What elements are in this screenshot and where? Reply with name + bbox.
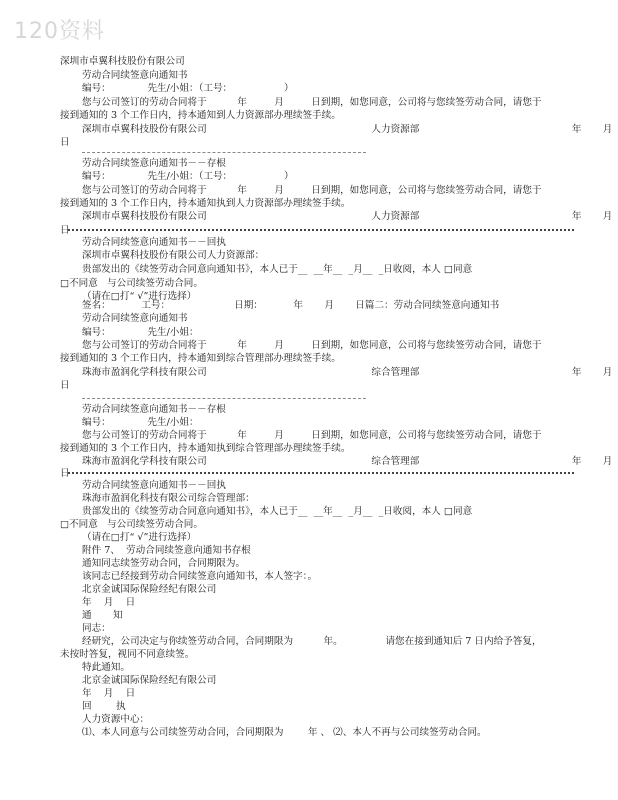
cut-line bbox=[82, 398, 366, 399]
notice-body-line: 您与公司签订的劳动合同将于 年 月 日到期，如您同意，公司将与您续签劳动合同，请您于 bbox=[82, 97, 542, 108]
company-name-beijing: 北京金诚国际保险经纪有限公司 bbox=[82, 584, 217, 595]
notice-body-line: 经研究，公司决定与你续签劳动合同，合同期限为 年。 请您在接到通知后 7 日内给予答复， bbox=[82, 636, 542, 647]
receipt-instruction: （请在□打“ √”进行选择） bbox=[82, 291, 197, 302]
stub-body-line: 您与公司签订的劳动合同将于 年 月 日到期，如您同意，公司将与您续签劳动合同，请您于 bbox=[82, 185, 542, 196]
receipt-addressee: 珠海市盈润化科技有限公司综合管理部： bbox=[82, 493, 255, 504]
stub-date-day: 日 bbox=[60, 225, 70, 236]
stub-date-day: 日 bbox=[60, 468, 70, 479]
appendix-line: 通知同志续签劳动合同，合同期限为。 bbox=[82, 558, 246, 569]
stub-signature-line: 深圳市卓翼科技股份有限公司 人力资源部 年 月 bbox=[82, 211, 613, 222]
cut-line bbox=[68, 472, 574, 474]
notice-number-line: 编号： 先生/小姐： bbox=[82, 327, 199, 338]
receipt-instruction: （请在□打“ √”进行选择） bbox=[82, 532, 197, 543]
date-line: 年 月 日 bbox=[82, 597, 136, 608]
stub-body-line: 接到通知的 3 个工作日内，持本通知执到人力资源部办理续签手续。 bbox=[60, 198, 351, 209]
appendix-line: 该同志已经接到劳动合同续签意向通知书，本人签字：。 bbox=[82, 571, 318, 582]
notice-date-day: 日 bbox=[60, 137, 70, 148]
receipt-addressee: 人力资源中心： bbox=[82, 714, 150, 725]
notice-title: 劳动合同续签意向通知书 bbox=[82, 70, 188, 81]
notice-number-line: 编号： 先生/小姐：（工号： ） bbox=[82, 83, 294, 94]
receipt-addressee: 深圳市卓翼科技股份有限公司人力资源部： bbox=[82, 250, 265, 261]
notice-body-line: 未按时答复，视同不同意续签。 bbox=[60, 649, 195, 660]
receipt-title: 劳动合同续签意向通知书－－回执 bbox=[82, 237, 226, 248]
notice-title: 劳动合同续签意向通知书 bbox=[82, 313, 188, 324]
notice-signature-line: 珠海市盈润化学科技有限公司 综合管理部 年 月 bbox=[82, 367, 613, 378]
receipt-body-line: □不同意 与公司续签劳动合同。 bbox=[60, 278, 203, 289]
date-line: 年 月 日 bbox=[82, 688, 136, 699]
cut-line bbox=[82, 152, 366, 153]
notice-body-line: 您与公司签订的劳动合同将于 年 月 日到期，如您同意，公司将与您续签劳动合同，请您于 bbox=[82, 340, 542, 351]
notice-signature-line: 深圳市卓翼科技股份有限公司 人力资源部 年 月 bbox=[82, 124, 613, 135]
receipt-title: 劳动合同续签意向通知书－－回执 bbox=[82, 480, 226, 491]
salutation: 同志： bbox=[82, 623, 111, 634]
receipt-heading: 回 执 bbox=[82, 701, 126, 712]
notice-body-line: 接到通知的 3 个工作日内，持本通知到综合管理部办理续签手续。 bbox=[60, 353, 341, 364]
company-name-beijing: 北京金诚国际保险经纪有限公司 bbox=[82, 675, 217, 686]
receipt-body-line: 贵部发出的《续签劳动合同意向通知书》，本人已于__ __年__ _月__ _日收阅，本人 □同意 bbox=[82, 264, 473, 275]
stub-body-line: 您与公司签订的劳动合同将于 年 月 日到期，如您同意，公司将与您续签劳动合同，请您于 bbox=[82, 430, 542, 441]
receipt-options: ⑴、本人同意与公司续签劳动合同，合同期限为 年 、 ⑵、本人不再与公司续签劳动合同。 bbox=[82, 727, 487, 738]
stub-signature-line: 珠海市盈润化学科技有限公司 综合管理部 年 月 bbox=[82, 456, 613, 467]
receipt-body-line: 贵部发出的《续签劳动合同意向通知书》，本人已于__ __年__ _月__ _日收阅，本人 □同意 bbox=[82, 506, 473, 517]
company-name-shenzhen: 深圳市卓翼科技股份有限公司 bbox=[60, 56, 185, 67]
stub-title: 劳动合同续签意向通知书－－存根 bbox=[82, 404, 226, 415]
cut-line bbox=[68, 229, 574, 231]
receipt-body-line: □不同意 与公司续签劳动合同。 bbox=[60, 519, 203, 530]
notice-date-day: 日 bbox=[60, 380, 70, 391]
stub-number-line: 编号： 先生/小姐：（工号： ） bbox=[82, 171, 294, 182]
notice-heading: 通 知 bbox=[82, 610, 123, 621]
stub-title: 劳动合同续签意向通知书－－存根 bbox=[82, 158, 226, 169]
watermark: 120资料 bbox=[14, 19, 105, 44]
stub-body-line: 接到通知的 3 个工作日内，持本通知执到综合管理部办理续签手续。 bbox=[60, 443, 351, 454]
notice-body-line: 接到通知的 3 个工作日内，持本通知到人力资源部办理续签手续。 bbox=[60, 110, 341, 121]
notice-closing: 特此通知。 bbox=[82, 662, 130, 673]
appendix-title: 附件 7、 劳动合同续签意向通知书存根 bbox=[82, 545, 251, 556]
receipt-sign-line: 签名： 工号： 日期： 年 月 日篇二：劳动合同续签意向通知书 bbox=[82, 300, 500, 311]
stub-number-line: 编号： 先生/小姐： bbox=[82, 417, 199, 428]
